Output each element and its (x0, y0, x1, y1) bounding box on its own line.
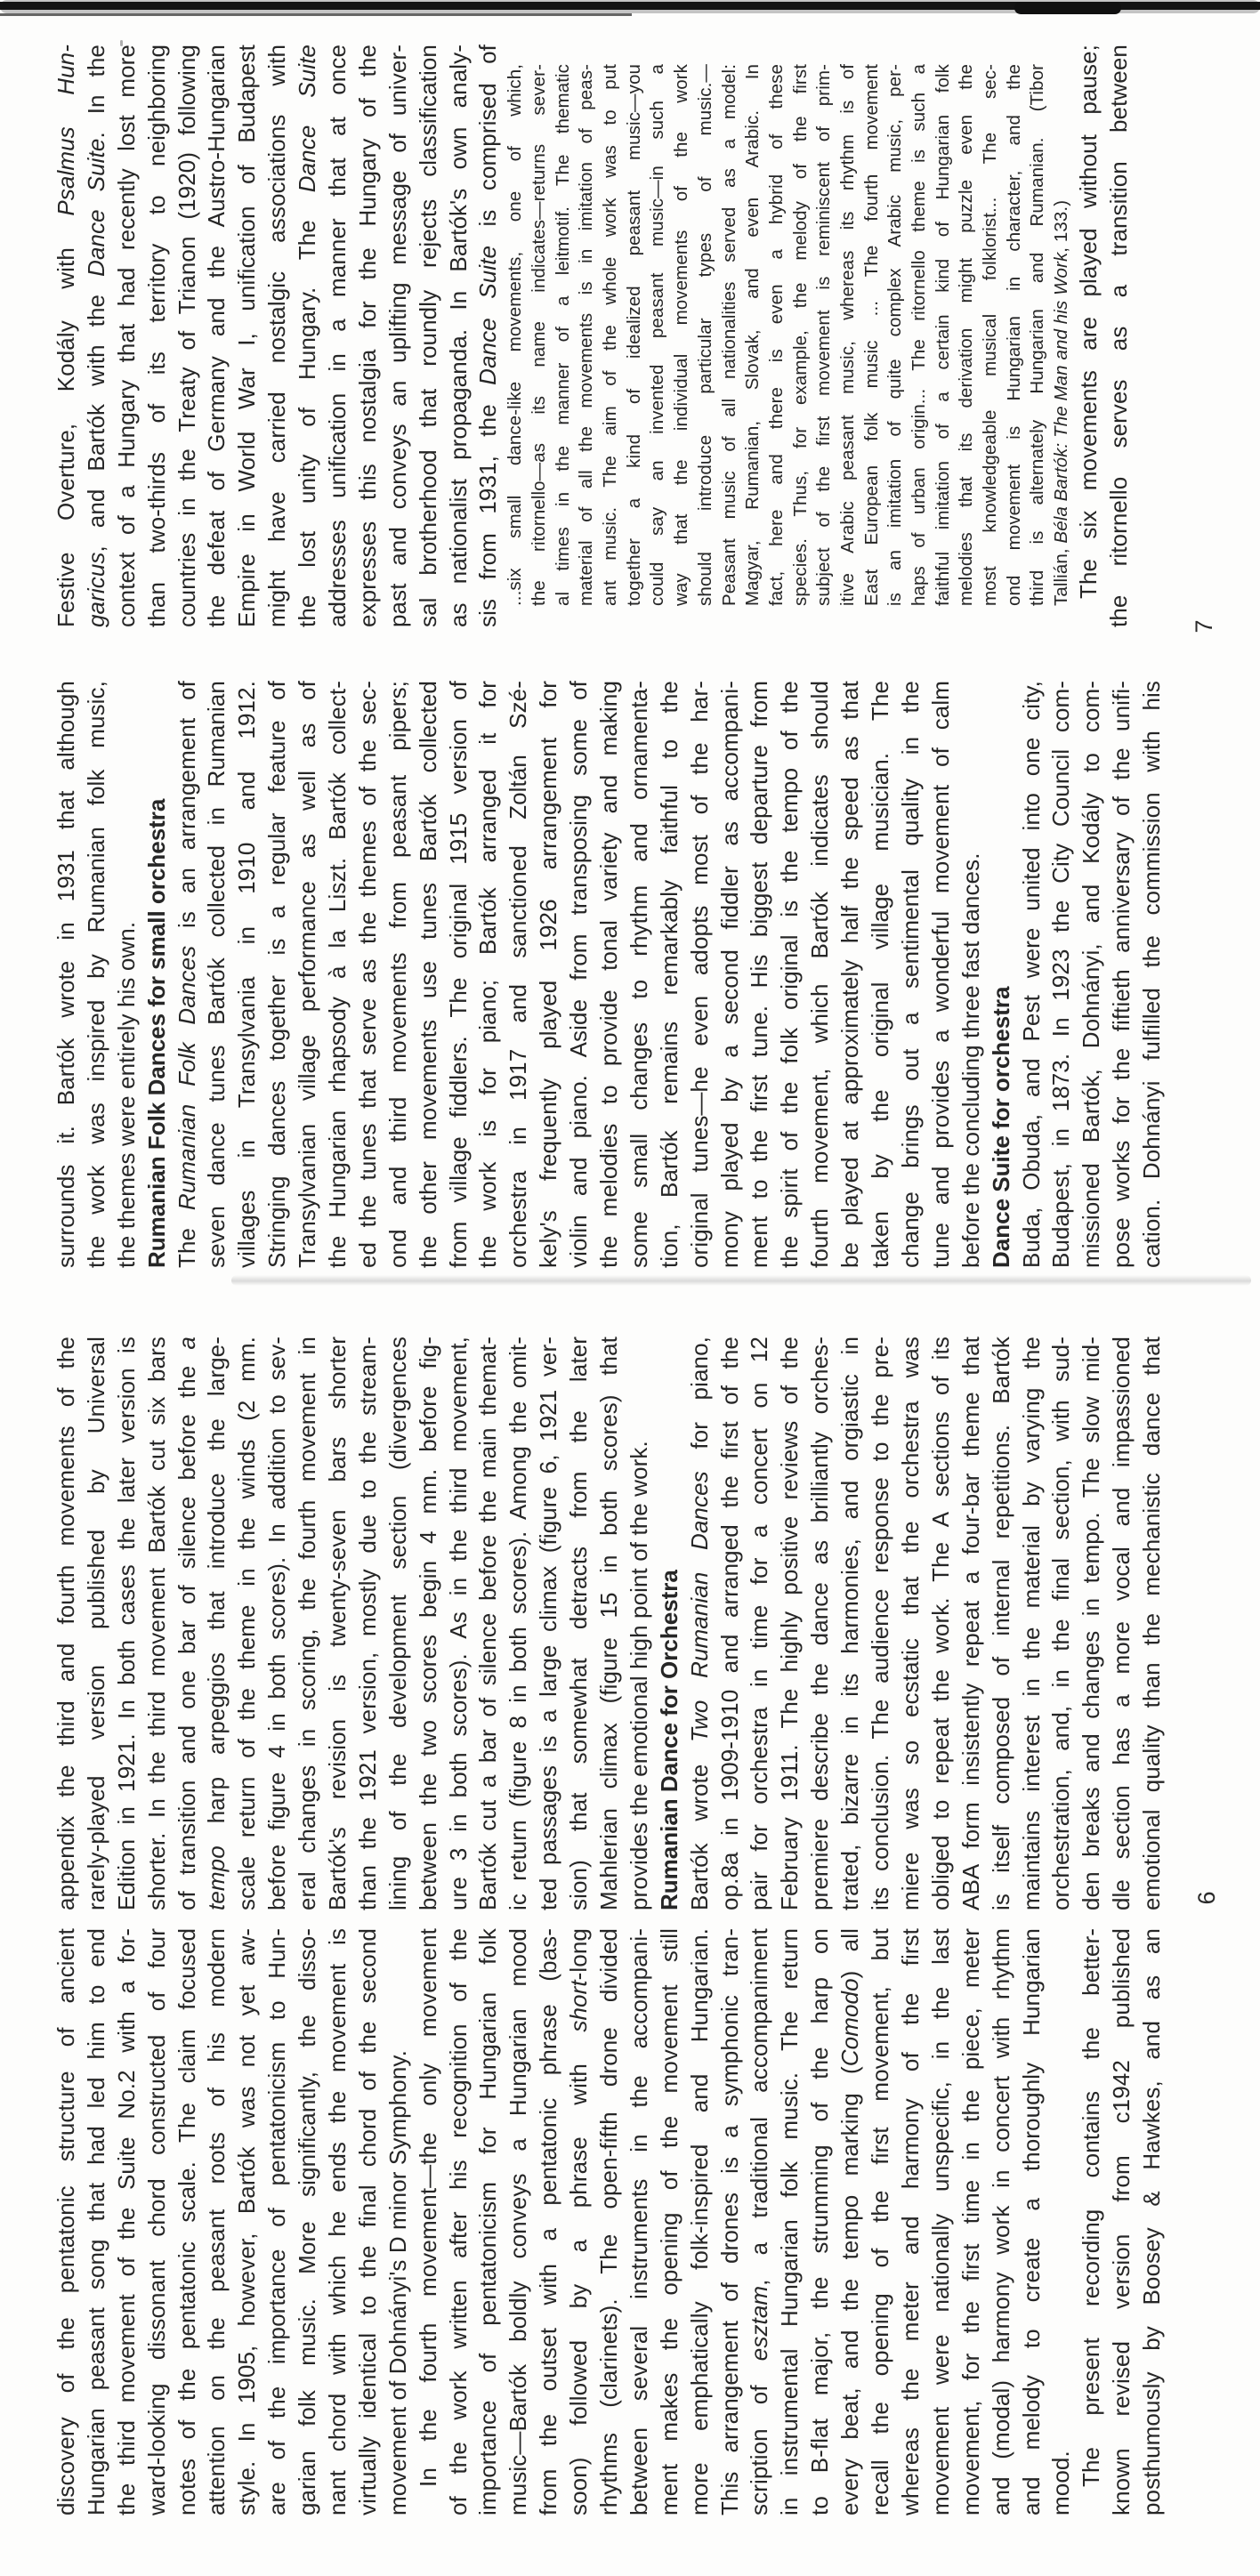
text-line: Transylvanian village performance as well as of (294, 681, 321, 1268)
text-line: recall the opening of the first movement, but (867, 1928, 894, 2515)
text-line: Tallián, Béla Bartók: The Man and his Work, 133.) (1051, 199, 1072, 606)
text-line: the melodies to provide tonal variety and making (595, 681, 623, 1268)
text-line: discovery of the pentatonic structure of ancient (52, 1928, 79, 2515)
text-line: orchestra in 1917 and sanctioned Zoltán Szé- (505, 681, 532, 1268)
text-line: the Hungarian rhapsody à la Liszt. Bartók collect- (324, 681, 351, 1268)
text-line: from the outset with a pentatonic phrase (bas- (535, 1928, 562, 2515)
text-line: past and conveys an uplifting message of univer- (384, 44, 411, 627)
text-line: In the fourth movement—the only movement (414, 1928, 441, 2487)
text-line: Hungarian peasant song that had led him to end (82, 1928, 109, 2515)
text-line: ure 3 in both scores). As in the third movement, (444, 1336, 472, 1910)
text-line: rarely-played version published by Universal (82, 1336, 109, 1910)
text-line: and (modal) harmony work in concert with rhythm (987, 1928, 1014, 2515)
text-line: eral changes in scoring, the fourth movement in (294, 1336, 321, 1910)
text-line: posthumously by Boosey & Hawkes, and as an (1138, 1928, 1166, 2515)
text-line: together a kind of idealized peasant music—you (623, 64, 644, 606)
text-line: and melody to create a thoroughly Hungarian (1017, 1928, 1045, 2515)
text-line: of transition and one bar of silence before the a (173, 1336, 200, 1910)
text-line: February 1911. The highly positive reviews of the (776, 1336, 804, 1910)
text-line: the ritornello—as its name indicates—returns sever- (529, 64, 550, 606)
text-line: Peasant music of all nationalities served as a model: (718, 64, 739, 606)
scan-edge-bulge (1014, 2, 1121, 14)
text-line: addresses unification in a manner that at once (324, 44, 351, 627)
text-line: seven dance tunes Bartók collected in Rumanian (203, 681, 230, 1268)
text-line: violin and piano. Aside from transposing some of (565, 681, 593, 1268)
text-line: between the two scores begin 4 mm. before fig- (414, 1336, 441, 1910)
text-line: appendix the third and fourth movements of the (52, 1336, 79, 1910)
text-line: its conclusion. The audience response to the pre- (867, 1336, 894, 1910)
text-line: way that the individual movements of the work (671, 64, 692, 606)
text-line: garian folk music. More significantly, the disso- (294, 1928, 321, 2515)
text-line: This arrangement of drones is a symphonic tran- (715, 1928, 743, 2515)
text-line: as nationalist propaganda. In Bartók's own analy- (444, 44, 472, 627)
text-line: music—Bartók boldly conveys a Hungarian mood (505, 1928, 532, 2515)
text-line: change brings out a sentimental quality in the (896, 681, 924, 1268)
text-line: the lost unity of Hungary. The Dance Suite (294, 44, 321, 627)
scan-edge-thin-line (0, 13, 632, 16)
text-line: the spirit of the folk original is the tempo of the (776, 681, 804, 1268)
text-line: trated, bizarre in its harmonies, and orgiastic in (836, 1336, 864, 1910)
text-line: ABA form insistently repeat a four-bar theme that (957, 1336, 984, 1910)
text-line: ward-looking dissonant chord constructed of four (142, 1928, 170, 2515)
page-number: 7 (1191, 619, 1217, 634)
text-line: fact, here and there is even a hybrid of these (765, 64, 787, 606)
text-line: before the concluding three fast dances. (957, 852, 984, 1268)
body-text (52, 1928, 1167, 2515)
text-line: tempo harp arpeggios that introduce the large- (203, 1336, 230, 1910)
text-line: whereas the meter and harmony of the first (896, 1928, 924, 2515)
text-line: The present recording contains the better- (1078, 1928, 1105, 2487)
text-line: ment makes the opening of the movement still (655, 1928, 682, 2515)
text-line: could say an invented peasant music—in such a (647, 64, 668, 606)
text-line: the defeat of Germany and the Austro-Hungarian (203, 44, 230, 627)
text-line: should introduce particular types of music.— (694, 64, 715, 606)
text-line: the work is for piano; Bartók arranged it for (474, 681, 502, 1268)
text-line: maintains interest in the material by varying the (1017, 1336, 1045, 1910)
text-line: mony played by a second fiddler as accompani- (715, 681, 743, 1268)
text-line: to B-flat major, the strumming of the harp on (806, 1928, 834, 2515)
text-line: original tunes—he even adopts most of the har- (685, 681, 713, 1268)
text-line: species. Thus, for example, the melody of the first (789, 64, 811, 606)
text-line: sion) that somewhat detracts from the later (565, 1336, 593, 1910)
text-line: faithful imitation of a certain kind of Hungarian folk (932, 64, 953, 606)
text-line: orchestration, and, in the final section, with sud- (1047, 1336, 1075, 1910)
text-line: is itself composed of internal repetitions. Bartók (987, 1336, 1014, 1910)
text-line: kely's frequently played 1926 arrangement for (535, 681, 562, 1268)
text-line: Mahlerian climax (figure 15 in both scores) that (595, 1336, 623, 1910)
text-line: East European folk music ... The fourth movement (860, 64, 882, 606)
text-line: fourth movement, which Bartók indicates should (806, 681, 834, 1268)
text-line: be played at approximately half the speed as that (836, 681, 864, 1268)
text-line: movement were nationally unspecific, in the last (926, 1928, 954, 2515)
text-line: the third movement of the Suite No.2 with a for- (112, 1928, 140, 2515)
text-line: from village fiddlers. The original 1915 version of (444, 681, 472, 1268)
text-line: is an imitation of quite complex Arabic music, per- (884, 64, 906, 606)
text-line: pair for orchestra in time for a concert on 12 (746, 1336, 773, 1910)
text-line: The six movements are played without pause; (1074, 44, 1102, 599)
text-line: taken by the original village musician. The (867, 681, 894, 1268)
text-line: ant music. The aim of the whole work was to put (600, 64, 621, 606)
body-text (52, 681, 1167, 1268)
text-line: melodies that its derivation might puzzle even the (956, 64, 977, 606)
text-line: mood. (1047, 2451, 1075, 2515)
body-text (52, 1336, 1167, 1910)
text-column (52, 1928, 1167, 2515)
text-line: are of the importance of pentatonicism to Hun- (263, 1928, 291, 2515)
text-line: subject of the first movement is reminiscent of prim- (813, 64, 835, 606)
text-line: haps of urban origin... The ritornello theme is such a (909, 64, 930, 606)
text-line: The Rumanian Folk Dances is an arrangement of (173, 681, 200, 1268)
text-line: expresses this nostalgia for the Hungary of the (353, 44, 381, 627)
text-line: Stringing dances together is a regular feature of (263, 681, 291, 1268)
text-line: tune and provides a wonderful movement of calm (926, 681, 954, 1268)
text-line: sis from 1931, the Dance Suite is comprised of (474, 44, 502, 627)
text-line: surrounds it. Bartók wrote in 1931 that although (52, 681, 79, 1268)
text-line: context of a Hungary that had recently lost more (112, 44, 140, 627)
text-line: dle section has a more vocal and impassioned (1108, 1336, 1135, 1910)
text-column (52, 681, 1167, 1268)
text-line: obliged to repeat the work. The A sections of its (926, 1336, 954, 1910)
section-heading: Dance Suite for orchestra (987, 986, 1014, 1268)
text-line: more emphatically folk-inspired and Hungarian. (685, 1928, 713, 2515)
text-line: ment to the first tune. His biggest departure from (746, 681, 773, 1268)
text-line: Festive Overture, Kodály with Psalmus Hun- (52, 44, 79, 627)
body-text (1074, 44, 1135, 627)
text-line: itive Arabic peasant music, whereas its rhythm is of (836, 64, 858, 606)
text-line: al times in the manner of a leitmotif. The thematic (552, 64, 573, 606)
text-line: den breaks and changes in tempo. The slow mid- (1078, 1336, 1105, 1910)
text-line: in instrumental Hungarian folk music. The return (776, 1928, 804, 2515)
text-line: than the 1921 version, mostly due to the stream- (353, 1336, 381, 1910)
section-heading: Rumanian Dance for Orchestra (655, 1570, 682, 1910)
text-line: importance of pentatonicism for Hungarian folk (474, 1928, 502, 2515)
text-line: Bartók's revision is twenty-seven bars shorter (324, 1336, 351, 1910)
text-line: the ritornello serves as a transition between (1104, 44, 1132, 627)
text-line: ed the tunes that serve as the themes of the sec- (353, 681, 381, 1268)
text-line: of the work written after his recognition of the (444, 1928, 472, 2515)
text-line: Buda, Obuda, and Pest were united into one city, (1017, 681, 1045, 1268)
text-line: notes of the pentatonic scale. The claim focused (173, 1928, 200, 2515)
text-line: Bartók wrote Two Rumanian Dances for piano, (685, 1336, 713, 1910)
text-line: op.8a in 1909-1910 and arranged the first of the (715, 1336, 743, 1910)
text-column (52, 44, 1135, 627)
section-heading: Rumanian Folk Dances for small orchestra (142, 798, 170, 1268)
text-line: some small changes to rhythm and ornamenta- (625, 681, 652, 1268)
text-line: Budapest, in 1873. In 1923 the City Council com- (1047, 681, 1075, 1268)
text-line: ...six small dance-like movements, one of which, (505, 64, 526, 606)
text-line: scale return of the theme in the winds (2 mm. (233, 1336, 261, 1910)
text-line: sal brotherhood that roundly rejects classification (414, 44, 441, 627)
text-line: missioned Bartók, Dohnányi, and Kodály to com- (1078, 681, 1105, 1268)
page-fold-shadow (231, 1275, 1251, 1286)
text-line: every beat, and the tempo marking (Comodo) all (836, 1928, 864, 2515)
text-line: cation. Dohnányi fulfilled the commission with his (1138, 681, 1166, 1268)
text-line: villages in Transylvania in 1910 and 1912. (233, 681, 261, 1268)
text-line: known revised version from c1942 published (1108, 1928, 1135, 2515)
text-line: virtually identical to the final chord of the second (353, 1928, 381, 2515)
text-line: Edition in 1921. In both cases the later version is (112, 1336, 140, 1910)
text-line: attention on the peasant roots of his modern (203, 1928, 230, 2515)
text-line: lining of the development section (divergences (384, 1336, 411, 1910)
text-line: rhythms (clarinets). The open-fifth drone divided (595, 1928, 623, 2515)
text-line: might have carried nostalgic associations with (263, 44, 291, 627)
text-line: third is alternately Hungarian and Rumanian. (Tibor (1027, 64, 1048, 606)
text-line: ted passages is a large climax (figure 6, 1921 ver- (535, 1336, 562, 1910)
text-line: soon) followed by a phrase with short-long (565, 1928, 593, 2515)
text-line: miere was so ecstatic that the orchestra was (896, 1336, 924, 1910)
text-line: pose works for the fiftieth anniversary of the unifi- (1108, 681, 1135, 1268)
text-line: scription of esztam, a traditional accompaniment (746, 1928, 773, 2515)
text-line: most knowledgeable musical folklorist... The sec- (980, 64, 1001, 606)
text-line: ond and third movements from peasant pipers; (384, 681, 411, 1268)
text-line: ic return (figure 8 in both scores). Among the omit- (505, 1336, 532, 1910)
text-line: provides the emotional high point of the work. (625, 1441, 652, 1910)
text-column (52, 1336, 1167, 1910)
text-line: movement, for the first time in the piece, meter (957, 1928, 984, 2515)
text-line: countries in the Treaty of Trianon (1920) following (173, 44, 200, 627)
text-line: than two-thirds of its territory to neighboring (142, 44, 170, 627)
text-line: garicus, and Bartók with the Dance Suite. In the (82, 44, 109, 627)
text-line: the work was inspired by Rumanian folk music, (82, 681, 109, 1268)
text-line: Magyar, Rumanian, Slovak, and even Arabic. In (742, 64, 763, 606)
text-line: premiere describe the dance as brilliantly orches- (806, 1336, 834, 1910)
text-line: movement of Dohnányi's D minor Symphony. (384, 2050, 411, 2515)
block-quote (504, 64, 1074, 606)
text-line: Empire in World War I, unification of Budapest (233, 44, 261, 627)
page-number: 6 (1193, 1891, 1220, 1905)
text-line: between several instruments in the accompani- (625, 1928, 652, 2515)
text-line: nant chord with which he ends the movement is (324, 1928, 351, 2515)
text-line: the other movements use tunes Bartók collected (414, 681, 441, 1268)
text-line: shorter. In the third movement Bartók cut six bars (142, 1336, 170, 1910)
text-line: tion, Bartók remains remarkably faithful to the (655, 681, 682, 1268)
text-line: style. In 1905, however, Bartók was not yet aw- (233, 1928, 261, 2515)
text-line: Bartók cut a bar of silence before the main themat- (474, 1336, 502, 1910)
text-line: the themes were entirely his own. (112, 921, 140, 1268)
text-line: ond movement is Hungarian in character, and the (1003, 64, 1024, 606)
text-line: material of all the movements is in imitation of peas- (576, 64, 597, 606)
text-line: before figure 4 in both scores). In addition to sev- (263, 1336, 291, 1910)
text-line: emotional quality than the mechanistic dance that (1138, 1336, 1166, 1910)
body-text (52, 44, 504, 627)
